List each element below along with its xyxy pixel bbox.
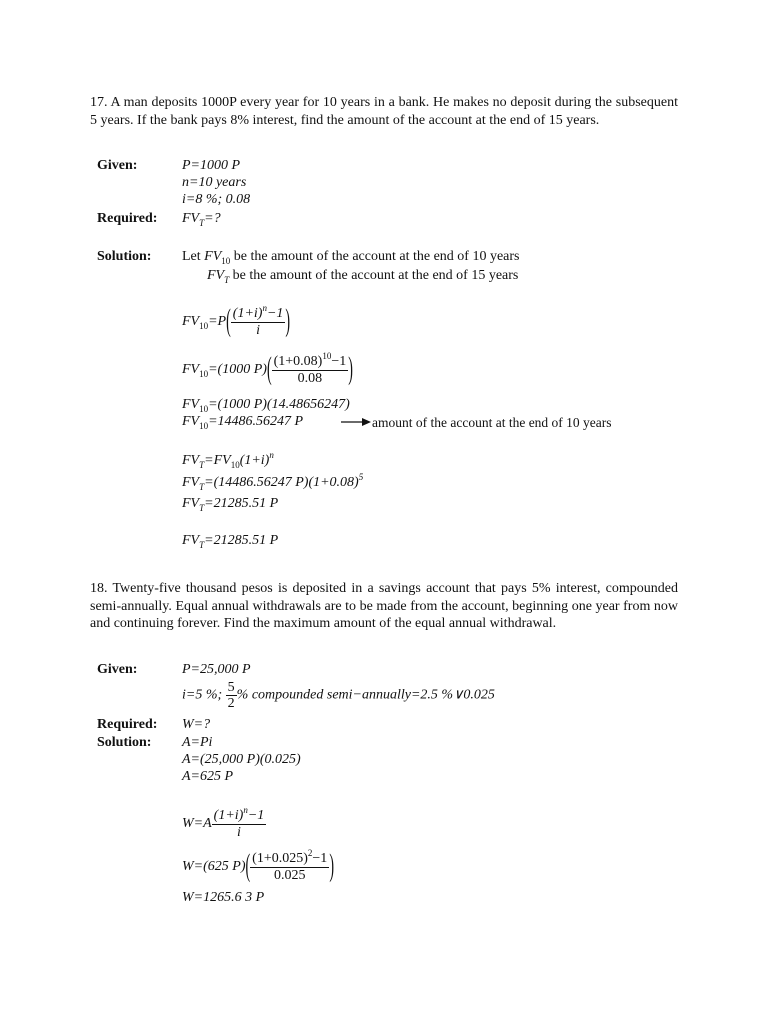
fvt-formula: $FV_T=FV_{10}(1+i)^n$: [182, 450, 274, 470]
solution-18-line3: A=625 P: [182, 769, 234, 784]
fv10-result: $FV_{10}=14486.56247$ P: [182, 414, 304, 431]
solution-18-line1: A=Pi: [182, 735, 213, 750]
given-i-18: i=5 %; $\frac{5}{2}$ % compounded semi−annually=2.5 %∨0.025: [182, 680, 495, 711]
problem-18-text: 18. Twenty-five thousand pesos is deposited in a savings account that pays 5% interest, compounded semi-annually. Equal annual withdrawals are to be made from the account, beginning one year from now and continuing forever. Find the maximum amount of the equal annual withdrawal.: [90, 581, 678, 631]
w-substituted: W=(625 P)( $\frac{(1+0.025)^2-1}{0.025}$ ): [182, 848, 334, 885]
let-line-1: Let $FV_{10}$ be the amount of the account at the end of 10 years: [182, 249, 520, 266]
required-17: $FV_T=$?: [182, 211, 221, 228]
given-label-17: Given:: [97, 158, 138, 173]
given-n-17: n=10 years: [182, 175, 247, 190]
arrow-right-icon: [340, 416, 372, 428]
fvt-final-answer: $FV_T=21285.51$ P: [182, 533, 279, 550]
arrow-annotation: amount of the account at the end of 10 years: [372, 415, 612, 430]
given-p-18: P=25,000 P: [182, 662, 251, 677]
required-label-17: Required:: [97, 211, 158, 226]
fvt-result: $FV_T=21285.51$ P: [182, 496, 279, 513]
solution-18-line2: A=(25,000 P)(0.025): [182, 752, 301, 767]
required-label-18: Required:: [97, 717, 158, 732]
required-18: W=?: [182, 717, 211, 732]
given-label-18: Given:: [97, 662, 138, 677]
fv10-substituted: $FV_{10}=(1000$ P)( $\frac{(1+0.08)^{10}-1}{0.08}$ ): [182, 351, 353, 388]
fv10-factor: $FV_{10}=(1000$ P)(14.48656247): [182, 397, 350, 414]
problem-17-text: 17. A man deposits 1000P every year for 10 years in a bank. He makes no deposit during the subsequent 5 years. If the bank pays 8% interest, find the amount of the account at the end of 15 years.: [90, 95, 678, 128]
solution-label-18: Solution:: [97, 735, 152, 750]
let-line-2: $FV_T$ be the amount of the account at the end of 15 years: [207, 268, 519, 285]
w-formula: W=A $\frac{(1+i)^n-1}{i}$: [182, 805, 265, 840]
fvt-substituted: $FV_T=(14486.56247$ $P)(1+0.08)^5$: [182, 472, 364, 492]
given-i-17: i=8 %; 0.08: [182, 192, 251, 207]
w-result: W=1265.6 3 P: [182, 890, 265, 905]
given-p-17: P=1000 P: [182, 158, 241, 173]
solution-label-17: Solution:: [97, 249, 152, 264]
fv10-formula: $FV_{10}=P$( $\frac{(1+i)^n-1}{i}$ ): [182, 303, 291, 340]
